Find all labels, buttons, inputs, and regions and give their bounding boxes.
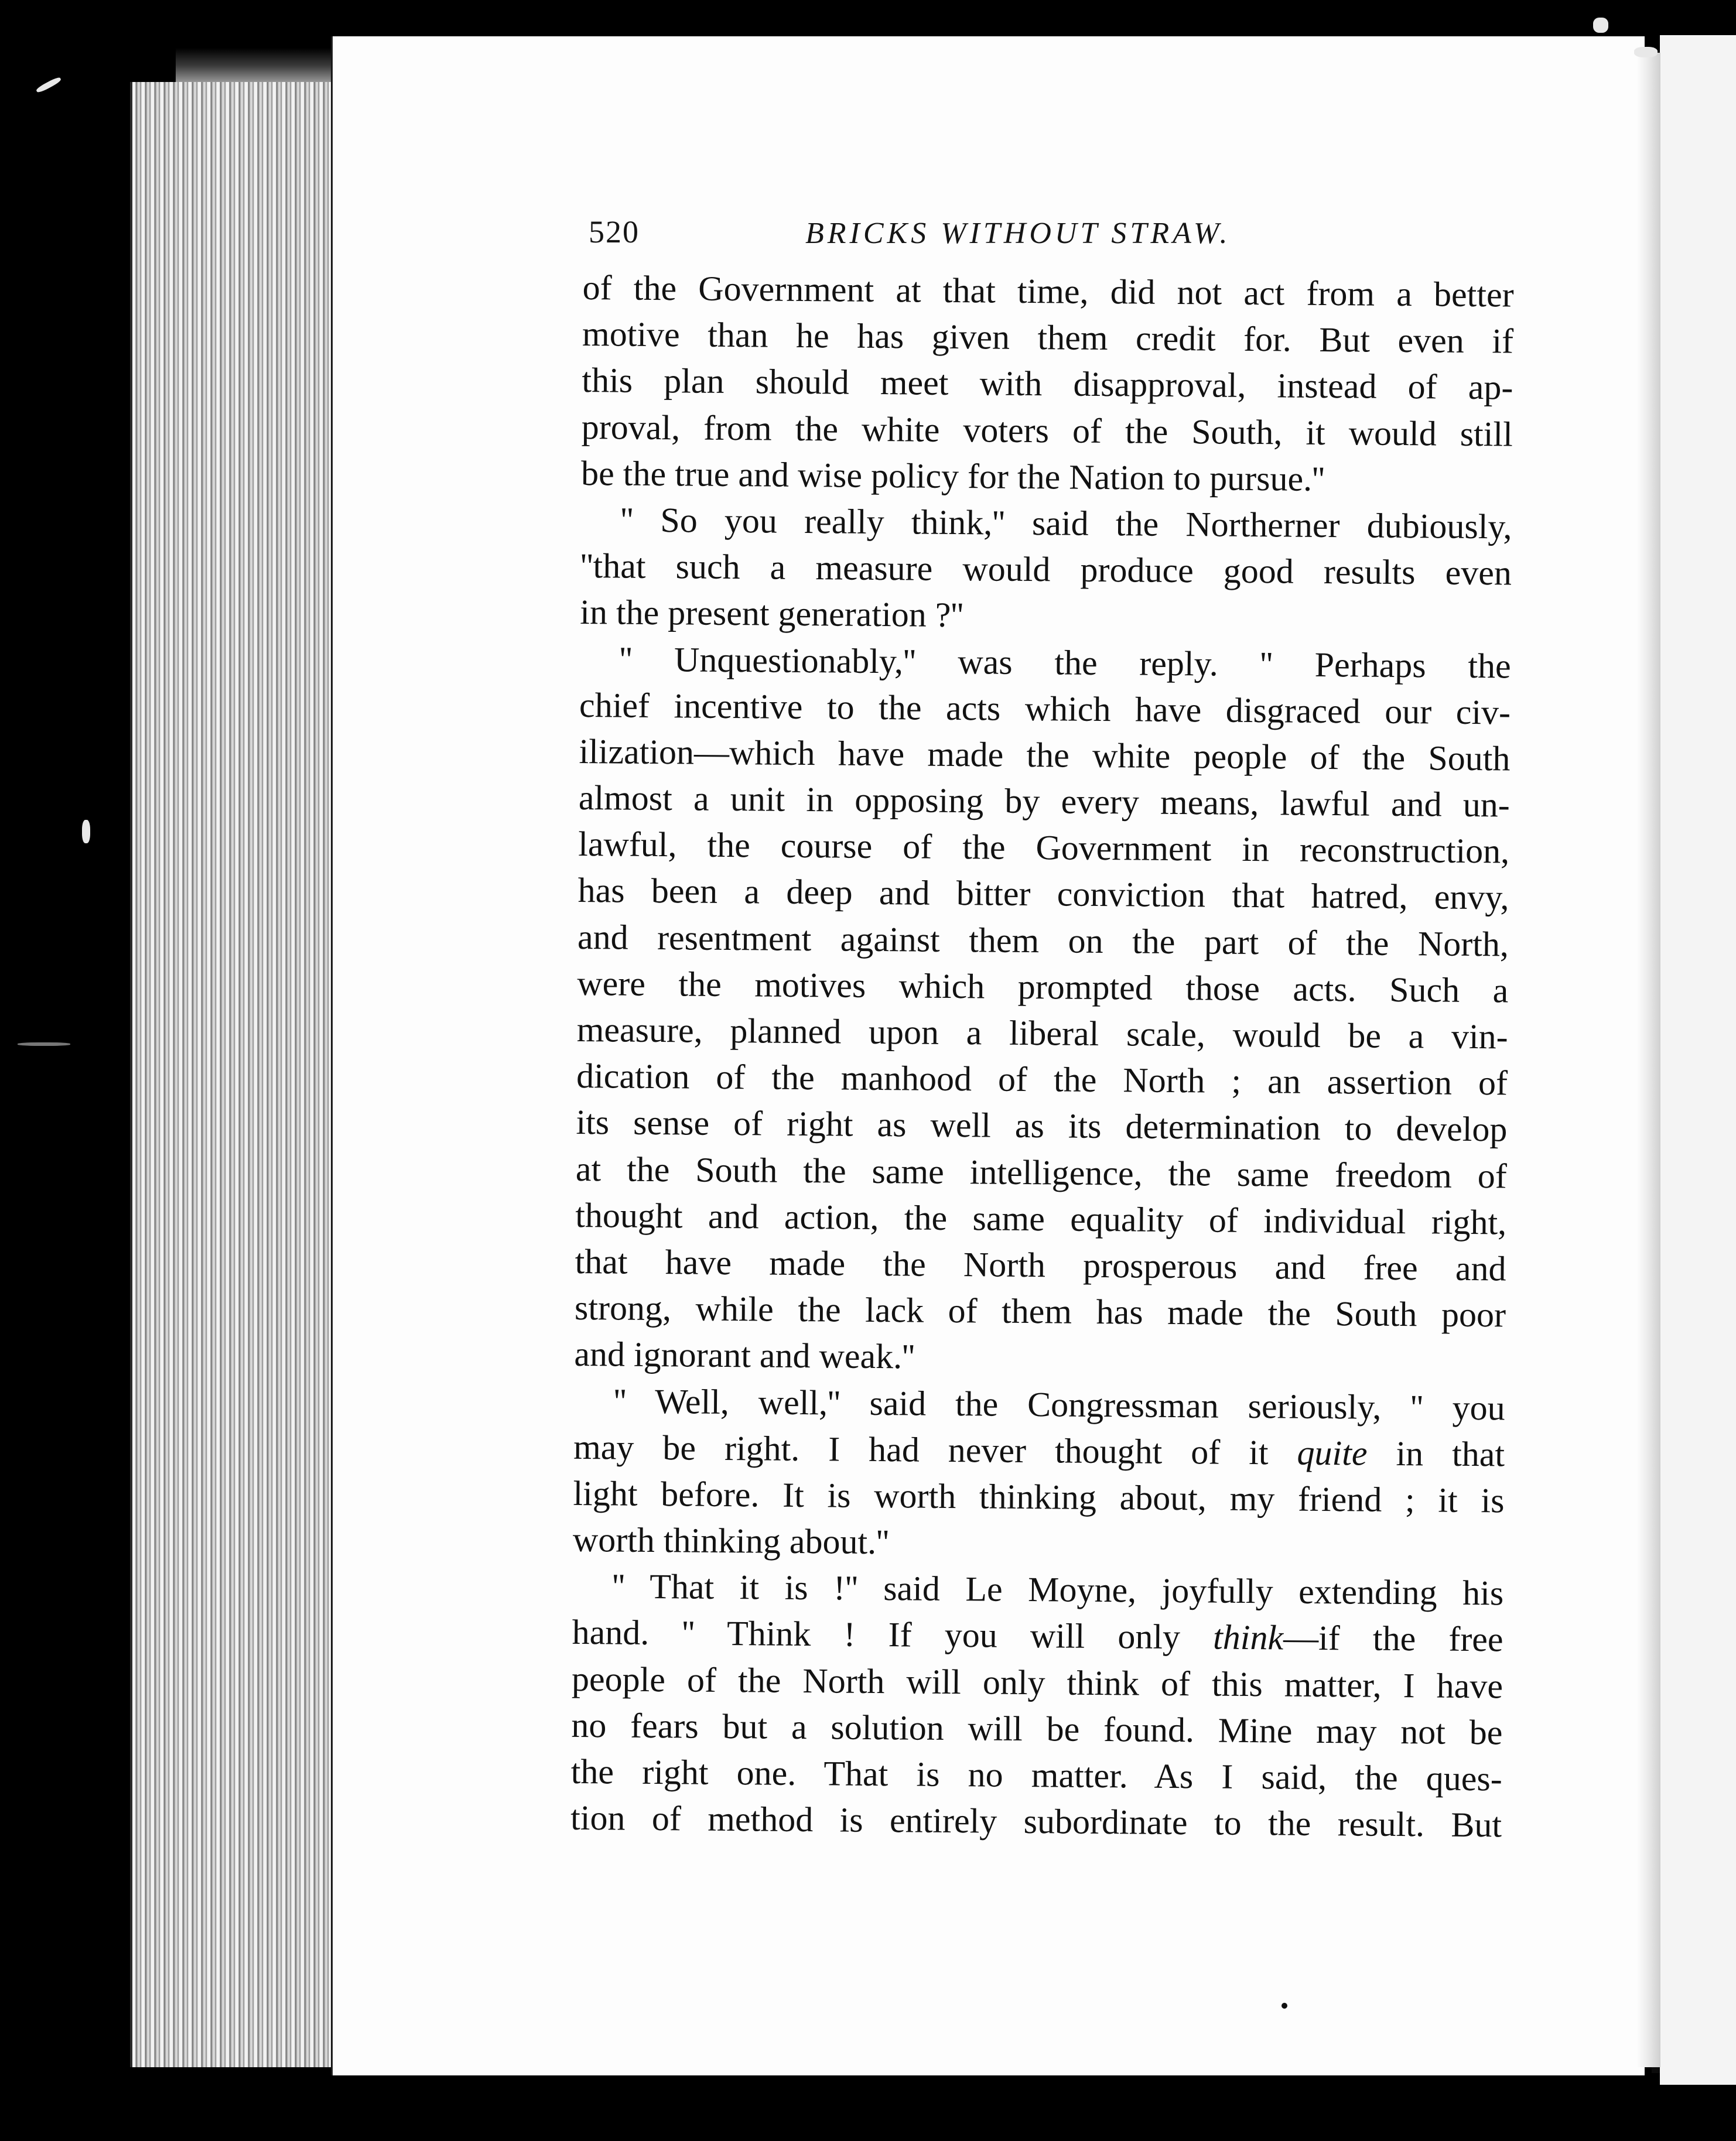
- text-run: may be right. I had never thought of it: [573, 1427, 1297, 1472]
- text-line: in the present generation ?'': [580, 593, 964, 635]
- text-line: that have made the North prosperous and free and: [575, 1241, 1506, 1288]
- text-line: [572, 1609, 1503, 1663]
- italic-emphasis: think: [1212, 1617, 1284, 1657]
- scan-speck: [18, 1042, 70, 1046]
- body-text: [570, 265, 1514, 1849]
- book-title: BRICKS WITHOUT STRAW.: [805, 217, 1231, 250]
- text-line: people of the North will only think of this matter, I have: [571, 1659, 1503, 1706]
- text-line: thought and action, the same equality of individual right,: [575, 1195, 1507, 1242]
- text-line: has been a deep and bitter conviction that hatred, envy,: [577, 871, 1509, 917]
- text-run: —if the free: [1283, 1618, 1503, 1659]
- italic-emphasis: quite: [1297, 1433, 1368, 1473]
- text-line: be the true and wise policy for the Nation to pursue.'': [580, 453, 1325, 498]
- text-run: hand. '' Think ! If you will only: [572, 1613, 1214, 1657]
- text-line: of the Government at that time, did not act from a better: [582, 268, 1514, 314]
- text-line: this plan should meet with disapproval, instead of ap-: [582, 361, 1513, 407]
- text-line: dication of the manhood of the North ; an assertion of: [576, 1056, 1508, 1103]
- scan-speck: [1593, 18, 1608, 33]
- scan-speck: [82, 820, 90, 843]
- text-line: the right one. That is no matter. As I said, the ques-: [570, 1752, 1503, 1798]
- text-line: light before. It is worth thinking about, my friend ; it is: [573, 1473, 1505, 1520]
- text-line: worth thinking about.'': [572, 1520, 890, 1562]
- text-line: lawful, the course of the Government in reconstruction,: [577, 825, 1510, 871]
- text-line: '' Well, well,'' said the Congressman seriously, '' you: [613, 1381, 1505, 1427]
- scan-speck: [1282, 2003, 1287, 2009]
- text-line: its sense of right as well as its determination to develop: [576, 1103, 1508, 1149]
- page-number: 520: [589, 214, 640, 249]
- text-line: '' Unquestionably,'' was the reply. '' Perhaps the: [619, 639, 1511, 685]
- text-line: at the South the same intelligence, the same freedom of: [575, 1149, 1508, 1196]
- text-run: in that: [1367, 1434, 1505, 1474]
- text-line: measure, planned upon a liberal scale, would be a vin-: [576, 1010, 1508, 1056]
- page-gutter-shadow: [1637, 53, 1660, 2067]
- facing-page-strip: [1660, 35, 1736, 2085]
- scan-speck: [1634, 47, 1658, 57]
- scan-speck: [35, 76, 61, 94]
- text-line: almost a unit in opposing by every means, lawful and un-: [578, 778, 1511, 825]
- text-line: tion of method is entirely subordinate to the result. But: [570, 1798, 1502, 1845]
- text-line: motive than he has given them credit for. But even if: [582, 314, 1514, 361]
- text-line: were the motives which prompted those acts. Such a: [577, 963, 1509, 1010]
- text-line: [573, 1424, 1505, 1478]
- text-line: '' That it is !'' said Le Moyne, joyfully extending his: [612, 1567, 1504, 1613]
- text-line: '' So you really think,'' said the Northerner dubiously,: [620, 500, 1512, 546]
- text-line: and ignorant and weak.'': [574, 1335, 915, 1376]
- running-header: [589, 214, 1315, 261]
- text-line: ''that such a measure would produce good results even: [580, 546, 1512, 593]
- text-line: no fears but a solution will be found. Mine may not be: [571, 1705, 1503, 1752]
- text-line: and resentment against them on the part of the North,: [577, 917, 1509, 964]
- text-line: ilization—which have made the white people of the South: [579, 731, 1511, 778]
- text-line: chief incentive to the acts which have disgraced our civ-: [579, 685, 1511, 732]
- book-page-edges: [130, 82, 332, 2067]
- text-line: strong, while the lack of them has made the South poor: [574, 1288, 1506, 1335]
- text-line: proval, from the white voters of the South, it would still: [581, 407, 1513, 454]
